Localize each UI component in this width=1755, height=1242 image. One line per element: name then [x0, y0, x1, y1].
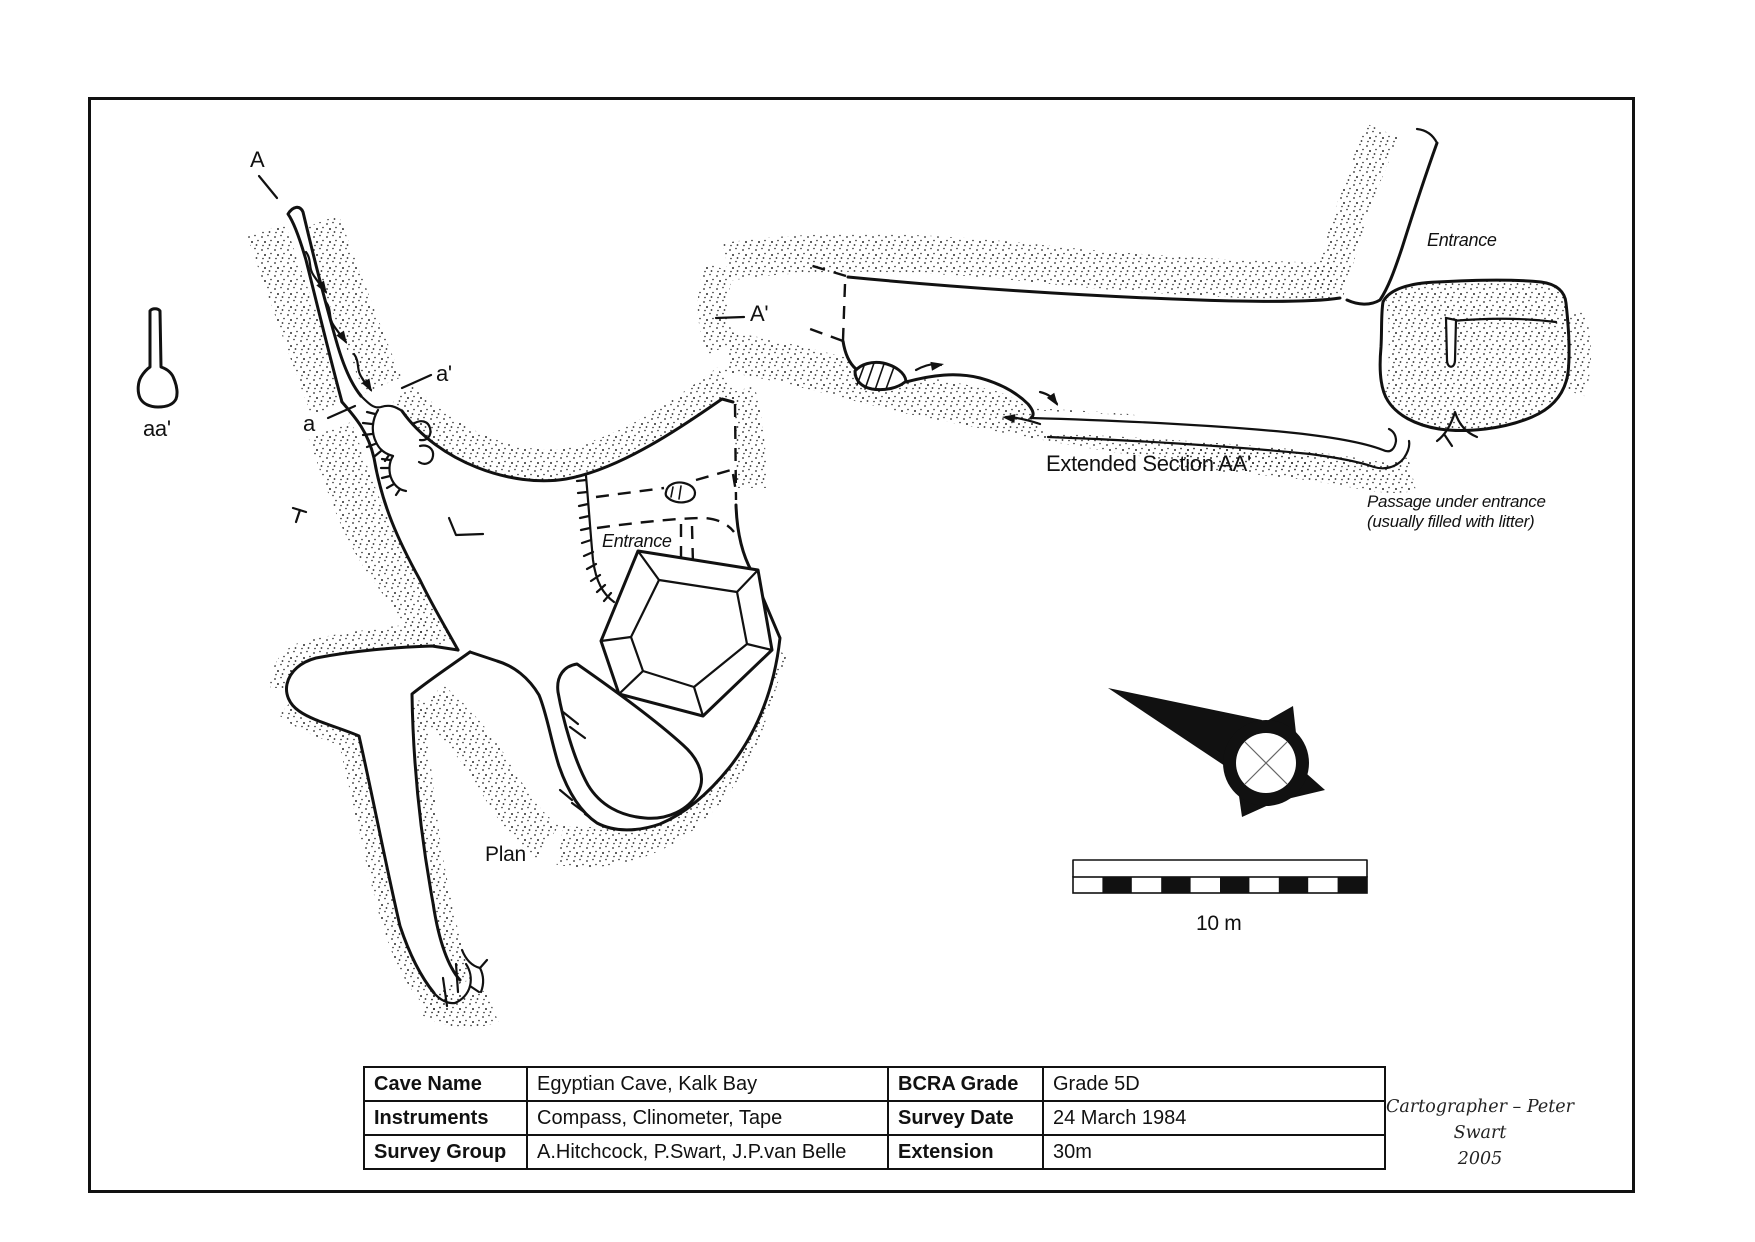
- section-line-tick-A: [259, 176, 277, 198]
- plan-point-a-lower-label: a: [303, 411, 315, 436]
- section-point-a-prime-label: A': [750, 301, 769, 326]
- table-row: [364, 1135, 1385, 1169]
- section-title: Extended Section AA': [1046, 451, 1251, 476]
- table-row: [364, 1067, 1385, 1101]
- plan-entrance-label: Entrance: [602, 531, 672, 551]
- survey-info-table: [363, 1066, 1386, 1170]
- section-note-line2: (usually filled with litter): [1367, 512, 1535, 531]
- north-arrow-icon: [1108, 688, 1325, 817]
- plan-point-a-label: A: [250, 147, 265, 172]
- section-note-line1: Passage under entrance: [1367, 492, 1546, 511]
- bcra-grade-label: BCRA Grade: [888, 1067, 1043, 1101]
- instruments-value: Compass, Clinometer, Tape: [527, 1101, 888, 1135]
- instruments-label: Instruments: [364, 1101, 527, 1135]
- section-line-tick-A-prime: [716, 317, 744, 318]
- scale-bar: [1073, 860, 1367, 893]
- cave-name-value: Egyptian Cave, Kalk Bay: [527, 1067, 888, 1101]
- survey-date-value: 24 March 1984: [1043, 1101, 1385, 1135]
- cartographer-credit: [1360, 1094, 1600, 1172]
- bcra-grade-value: Grade 5D: [1043, 1067, 1385, 1101]
- aa-cross-section-shape: [138, 309, 177, 407]
- extension-value: 30m: [1043, 1135, 1385, 1169]
- cave-name-label: Cave Name: [364, 1067, 527, 1101]
- survey-date-label: Survey Date: [888, 1101, 1043, 1135]
- section-line-tick-a-prime: [402, 375, 431, 388]
- plan-title: Plan: [485, 843, 526, 866]
- section-entrance-label: Entrance: [1427, 230, 1497, 250]
- scale-bar-label: 10 m: [1196, 912, 1242, 935]
- plan-cross-section-label: aa': [143, 416, 171, 441]
- cartographer-credit-line2: 2005: [1457, 1149, 1503, 1169]
- table-row: [364, 1101, 1385, 1135]
- survey-group-value: A.Hitchcock, P.Swart, J.P.van Belle: [527, 1135, 888, 1169]
- survey-group-label: Survey Group: [364, 1135, 527, 1169]
- extension-label: Extension: [888, 1135, 1043, 1169]
- cartographer-credit-line1: Cartographer – Peter Swart: [1386, 1097, 1574, 1143]
- small-survey-mark: [293, 508, 306, 522]
- plan-point-a-lower-prime-label: a': [436, 361, 452, 386]
